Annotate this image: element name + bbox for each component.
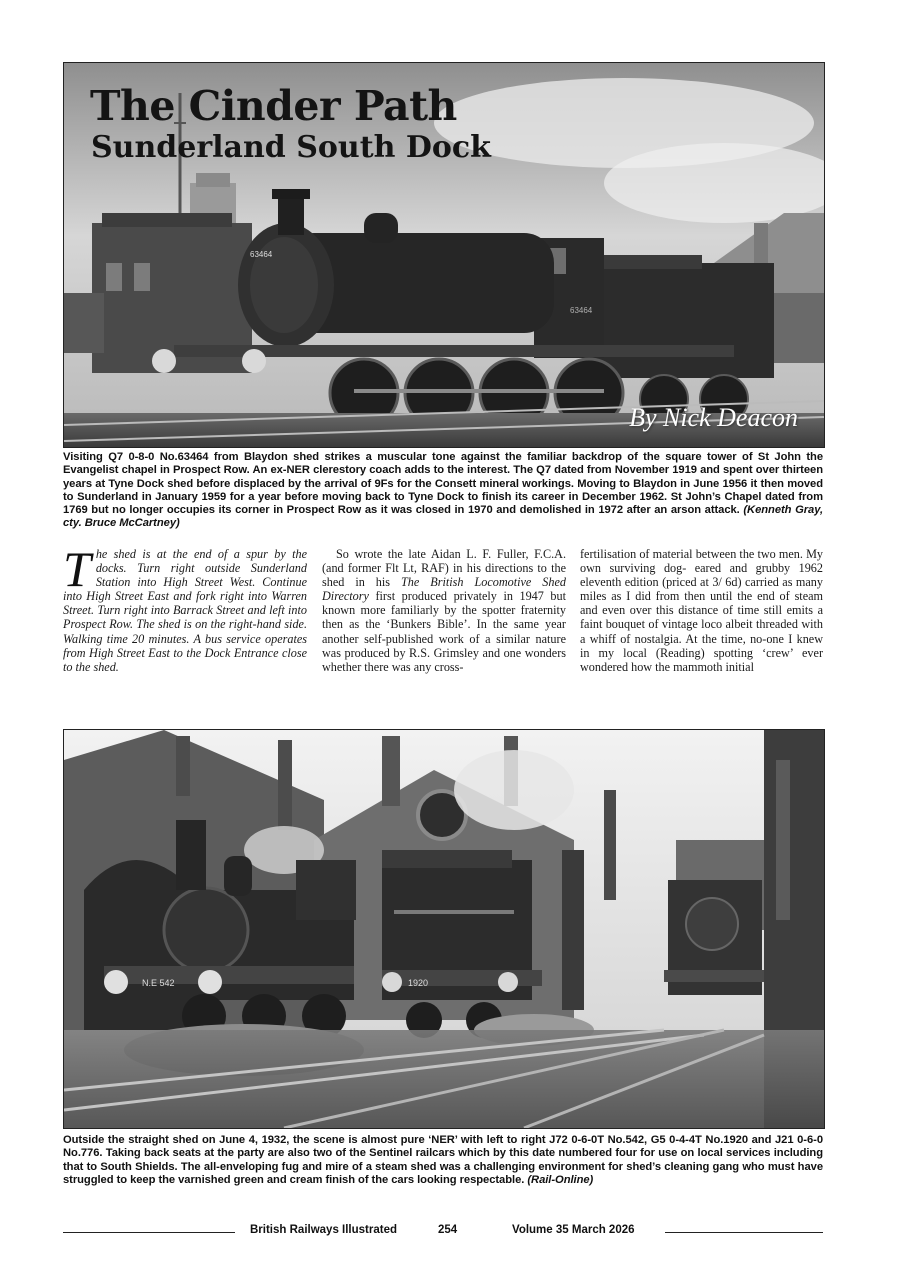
bottom-photo-caption	[63, 1134, 823, 1187]
top-photo-caption-text: Visiting Q7 0-8-0 No.63464 from Blaydon shed strikes a muscular tone against the familiar backdrop of the square tower of St John the Evangelist chapel in Prospect Row. An ex-NER clerestory coach adds to the interest. The Q7 dated from November 1919 and spent over thirteen years at Tyne Dock shed before displaced by the arrival of 9Fs for the Consett mineral workings. Moving to Blaydon in June 1956 it then moved to Sunderland in January 1959 for a year before moving back to Tyne Dock to finish its career in December 1962. St John’s Chapel dated from 1769 but no longer occupies its corner in Prospect Row as it was closed in 1970 and demolished in 1972 after an arson attack.	[63, 451, 823, 517]
bottom-photo	[63, 729, 825, 1129]
page-footer	[63, 1222, 823, 1242]
top-photo-credit: (Kenneth Gray, cty. Bruce McCartney)	[63, 504, 824, 530]
footer-rule-left	[63, 1232, 235, 1233]
article-title: The Cinder Path	[90, 82, 457, 130]
smokebox-number-plate: 63464	[250, 250, 273, 259]
article-byline: By Nick Deacon	[629, 403, 798, 432]
bottom-photo-image	[64, 730, 824, 1128]
intro-directions	[63, 541, 307, 674]
footer-magazine-name: British Railways Illustrated	[250, 1224, 397, 1236]
intro-text: he shed is at the end of a spur by the docks. Turn right outside Sunderland Station into High Street West. Continue into High Street East and fork right into Warren Street. Turn right into Barrack Street and left into Prospect Row. The shed is on the right-hand side. Walking time 20 minutes. A bus service operates from High Street East to the Dock Entrance close to the shed.	[63, 547, 307, 674]
col2-text-a: So wrote the late Aidan L. F. Fuller, F.C.A. (and former Flt Lt, RAF) in his directions to the shed in his	[322, 547, 566, 590]
footer-rule-right	[665, 1232, 823, 1233]
loco2-buffer-beam-label: 1920	[408, 978, 429, 988]
bottom-photo-credit: (Rail-Online)	[527, 1173, 594, 1186]
body-column-3: fertilisation of material between the two men. My own surviving dog- eared and grubby 1962 eleventh edition (priced at 3/ 6d) carried as many miles as I did from then until the end of steam and even over this distance of time still emits a faint bouquet of vintage loco albeit threaded with a whiff of nostalgia. At the time, no-one I knew in my local (Reading) spotting ‘crew’ ever wondered how the mammoth initial	[580, 547, 823, 674]
top-photo-caption	[63, 451, 823, 531]
book-title: The British Locomotive Shed Directory	[322, 575, 566, 604]
article-subtitle: Sunderland South Dock	[91, 130, 491, 165]
top-photo	[63, 62, 825, 448]
cab-side-number: 63464	[570, 306, 593, 315]
col2-text-b: first produced privately in 1947 but known more familiarly by the spotter fraternity then as the ‘Bunkers Bible’. In the same year another self-published work of a similar nature was produced by R.S. Grimsley and one wonders whether there was any cross-	[322, 589, 566, 674]
body-column-2	[322, 547, 566, 674]
footer-page-number: 254	[438, 1224, 458, 1236]
loco1-buffer-beam-label: N.E 542	[142, 978, 175, 988]
footer-issue: Volume 35 March 2026	[512, 1224, 635, 1236]
drop-cap: T	[63, 541, 91, 597]
bottom-photo-caption-text: Outside the straight shed on June 4, 1932, the scene is almost pure ‘NER’ with left to right J72 0-6-0T No.542, G5 0-4-4T No.1920 and J21 0-6-0 No.776. Taking back seats at the party are also two of the Sentinel railcars which by this date numbered four for use on local services including that to South Shields. The all-enveloping fug and mire of a steam shed was a challenging environment for shed’s cleaning gang who must have struggled to keep the varnished green and cream finish of the cars looking respectable.	[63, 1134, 823, 1186]
